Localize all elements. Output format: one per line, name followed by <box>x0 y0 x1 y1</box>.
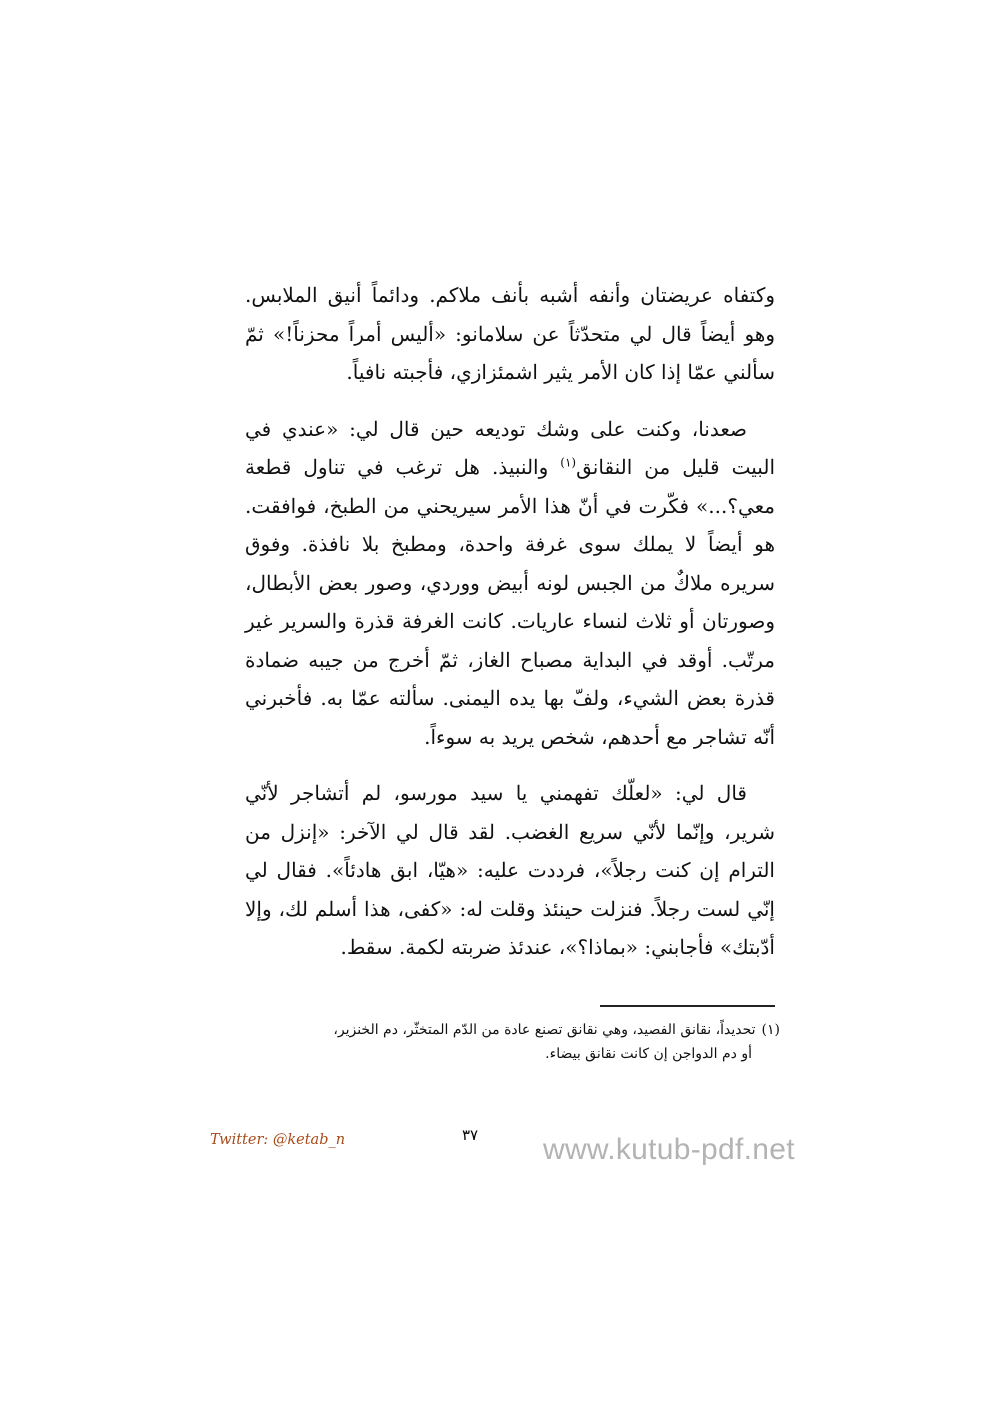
footnotes <box>245 1018 780 1066</box>
paragraph-2 <box>245 410 775 757</box>
paragraph-2-part-2: والنبيذ. هل ترغب في تناول قطعة معي؟...» فكّرت في أنّ هذا الأمر سيريحني من الطبخ، فوافقت. هو أيضاً لا يملك سوى غرفة واحدة، ومطبخ بلا نافذة. وفوق سريره ملاكٌ من الجبس لونه أبيض ووردي، وصور بعض الأبطال، وصورتان أو ثلاث لنساء عاريات. كانت الغرفة قذرة والسرير غير مرتّب. أوقد في البداية مصباح الغاز، ثمّ أخرج من جيبه ضمادة قذرة بعض الشيء، ولفّ بها يده اليمنى. سألته عمّا به. فأخبرني أنّه تشاجر مع أحدهم، شخص يريد به سوءاً. <box>245 455 775 749</box>
footnote-number: (١) <box>761 1022 780 1038</box>
page-number: ٣٧ <box>462 1126 479 1144</box>
footnote-line-1: تحديداً، نقانق الفصيد، وهي نقانق تصنع عادة من الدّم المتخثّر، دم الخنزير، <box>333 1022 756 1038</box>
footnote-reference[interactable]: (١) <box>560 455 577 470</box>
watermark: www.kutub-pdf.net <box>543 1133 795 1166</box>
footnote-1 <box>245 1018 780 1066</box>
footnote-line-2: أو دم الدواجن إن كانت نقانق بيضاء. <box>545 1046 752 1062</box>
body-text <box>245 276 775 967</box>
paragraph-2-part-1: صعدنا، وكنت على وشك توديعه حين قال لي: «عندي في البيت قليل من النقانق <box>245 416 775 479</box>
paragraph-1: وكتفاه عريضتان وأنفه أشبه بأنف ملاكم. ودائماً أنيق الملابس. وهو أيضاً قال لي متحدّثاً عن سلامانو: «أليس أمراً محزناً!» ثمّ سألني عمّا إذا كان الأمر يثير اشمئزازي، فأجبته نافياً. <box>245 283 775 384</box>
footnote-divider <box>600 1005 775 1007</box>
paragraph-3: قال لي: «لعلّك تفهمني يا سيد مورسو، لم أتشاجر لأنّي شرير، وإنّما لأنّي سريع الغضب. لقد قال لي الآخر: «إنزل من الترام إن كنت رجلاً»، فرددت عليه: «هيّا، ابق هادئاً». فقال لي إنّي لست رجلاً. فنزلت حينئذ وقلت له: «كفى، هذا أسلم لك، وإلا أدّبتك» فأجابني: «بماذا؟»، عندئذ ضربته لكمة. سقط. <box>245 781 775 959</box>
twitter-handle: Twitter: @ketab_n <box>210 1132 346 1148</box>
